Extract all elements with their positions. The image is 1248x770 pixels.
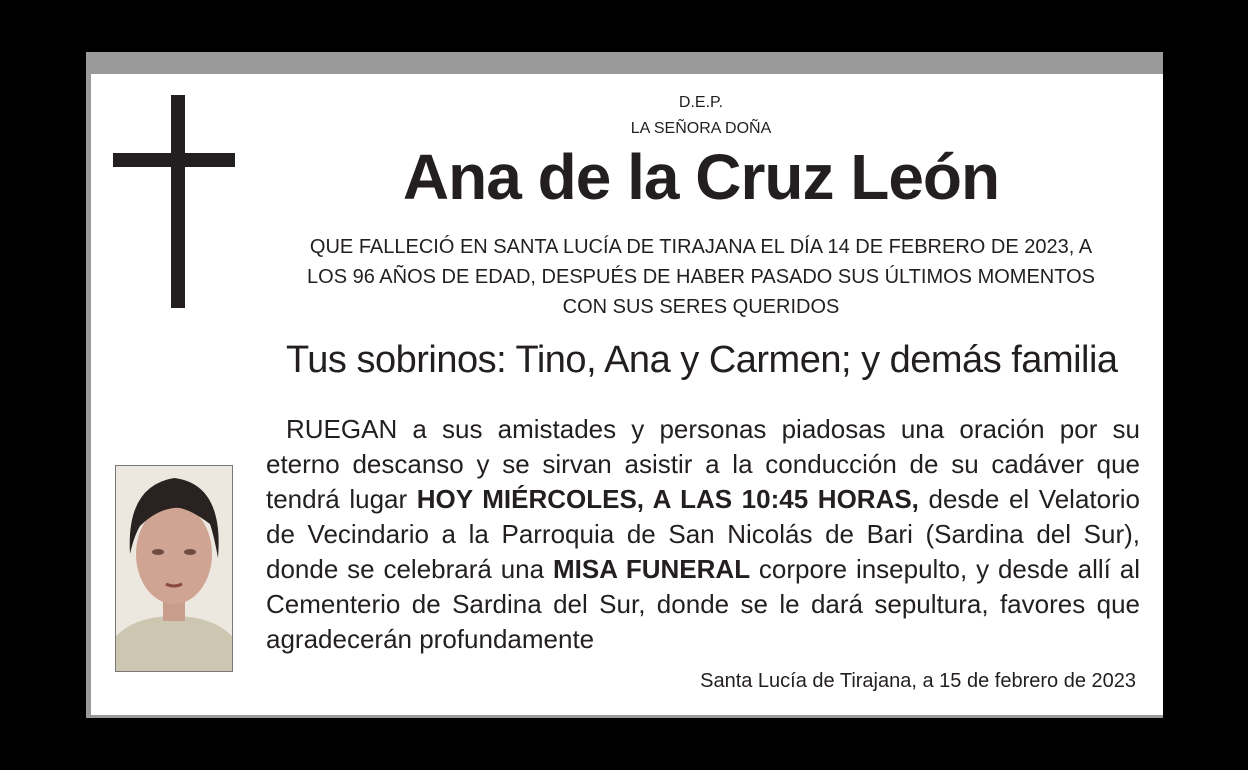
body-text-part: desde el Velatorio de Vecindario a la Parroquia de San Nicolás de Bari (Sardina del Sur), donde se celebrará una (266, 484, 1140, 584)
dep-label: D.E.P. (678, 94, 724, 111)
body-bold-mass: MISA FUNERAL (552, 554, 751, 584)
death-line: CON SUS SERES QUERIDOS (562, 296, 840, 318)
death-statement (276, 232, 1126, 322)
death-line: LOS 96 AÑOS DE EDAD, DESPUÉS DE HABER PASADO SUS ÚLTIMOS MOMENTOS (307, 266, 1095, 288)
funeral-details (266, 412, 1140, 657)
family-line: Tus sobrinos: Tino, Ana y Carmen; y demás familia (286, 339, 1118, 381)
top-bar (91, 52, 1163, 74)
body-text-part: corpore insepulto, y desde allí al Cementerio de Sardina del Sur, donde se le dará sepultura, favores que agradecerán profundamente (266, 554, 1140, 654)
place-date: Santa Lucía de Tirajana, a 15 de febrero de 2023 (700, 670, 1136, 692)
portrait-photo (115, 465, 233, 672)
obituary-card (86, 52, 1163, 718)
death-line: QUE FALLECIÓ EN SANTA LUCÍA DE TIRAJANA EL DÍA 14 DE FEBRERO DE 2023, A (309, 236, 1093, 258)
body-bold-time: HOY MIÉRCOLES, A LAS 10:45 HORAS, (416, 484, 919, 514)
body-text-part: RUEGAN a sus amistades y personas piadosas una oración por su eterno descanso y se sirvan asistir a la conducción de su cadáver que tendrá lugar (266, 414, 1140, 514)
title-line: LA SEÑORA DOÑA (630, 120, 772, 137)
deceased-name: Ana de la Cruz León (402, 141, 1000, 213)
portrait-illustration (116, 466, 232, 671)
